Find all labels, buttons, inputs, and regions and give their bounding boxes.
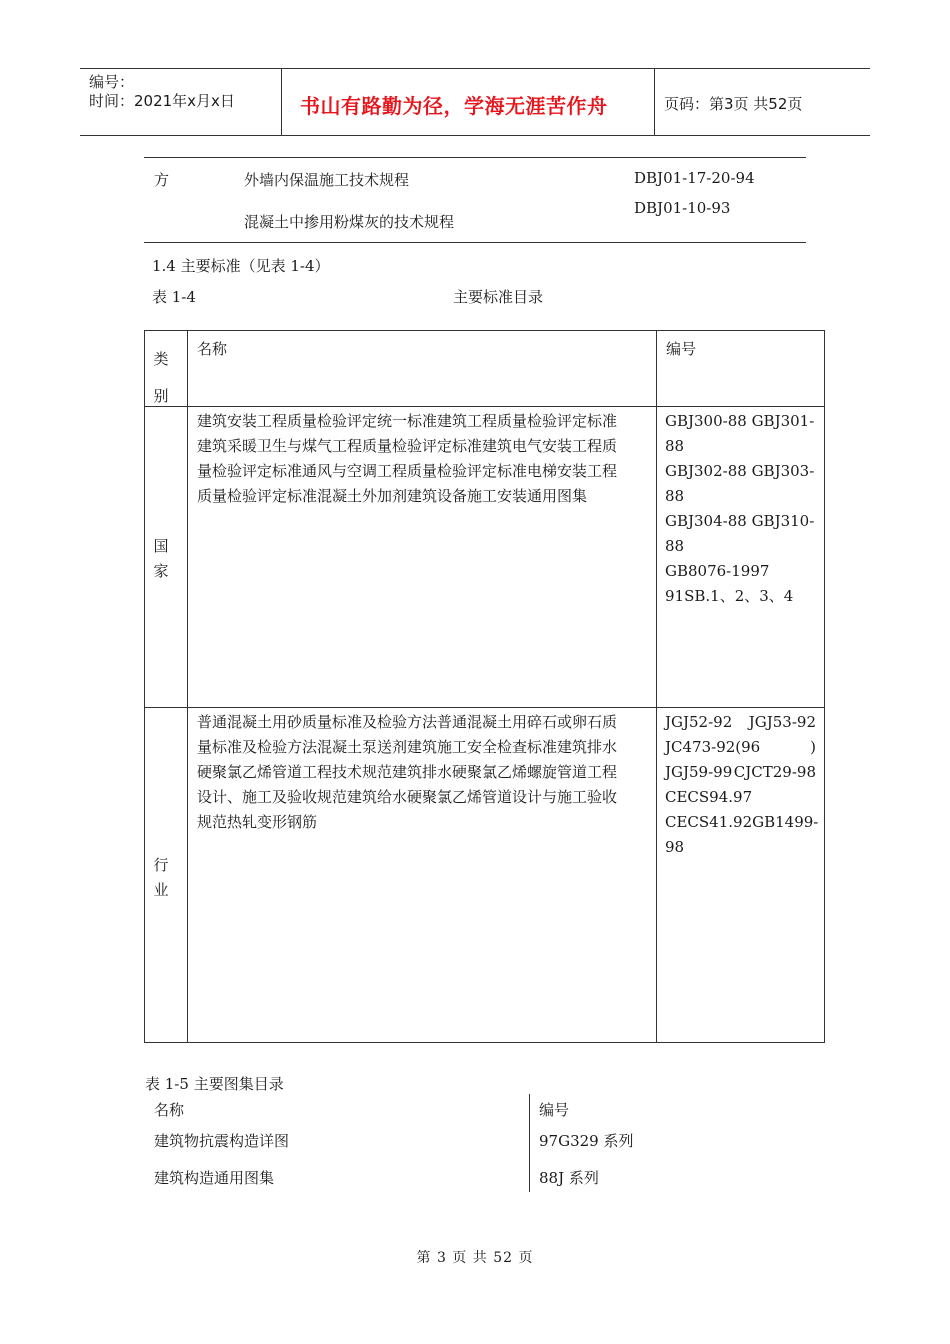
table15-header-name: 名称 [154,1101,185,1119]
continuation-row-code: DBJ01-10-93 [634,199,731,217]
header-divider [654,68,655,136]
header-divider [281,68,282,136]
header-number-label: 编号： [89,73,135,91]
table-row-code: JGJ52-92 JGJ53-92 JC473-92(96 ) JGJ59-99 CJCT29-98 CECS94.97 CECS41.92 GB1499- 98 [665,713,819,856]
table-row-name: 建筑安装工程质量检验评定统一标准建筑工程质量检验评定标准 建筑采暖卫生与煤气工程质量检验评定标准建筑电气安装工程质 量检验评定标准通风与空调工程质量检验评定标准电梯安装工程 质量检验评定标准混凝土外加剂建筑设备施工安装通用图集 [197,412,618,505]
table15-label: 表 1-5 主要图集目录 [145,1075,284,1093]
header-date-label: 时间：2021年x月x日 [89,92,235,110]
table15-row-code: 88J 系列 [539,1169,599,1187]
table14-title: 主要标准目录 [453,288,544,306]
table-header-category: 类 别 [153,350,169,405]
table-column-divider [187,331,188,1042]
continuation-bottom-rule [144,242,806,243]
section-heading: 1.4 主要标准（见表 1-4） [152,257,330,275]
header-page-label: 页码：第3页 共52页 [664,95,803,113]
header-top-rule [80,68,870,69]
table-row-category: 行 业 [153,856,169,899]
table-row-divider [145,707,824,708]
table-row-code: GBJ300-88 GBJ301-88 GBJ302-88 GBJ303-88 GBJ304-88 GBJ310-88 GB8076-1997 91SB.1、2、3、4 [665,412,815,605]
table15-column-divider [529,1094,530,1192]
page-footer: 第 3 页 共 52 页 [416,1250,534,1266]
header-bottom-rule [80,135,870,136]
table14-label: 表 1-4 [152,288,196,306]
table15-row-name: 建筑物抗震构造详图 [154,1132,290,1150]
table-row-category: 国 家 [153,537,169,580]
continuation-top-rule [144,157,806,158]
table-row-divider [145,406,824,407]
header-motto: 书山有路勤为径，学海无涯苦作舟 [300,94,608,118]
table15-row-code: 97G329 系列 [539,1132,634,1150]
continuation-row-name: 混凝土中掺用粉煤灰的技术规程 [244,213,455,231]
table-row-name: 普通混凝土用砂质量标准及检验方法普通混凝土用碎石或卵石质 量标准及检验方法混凝土泵送剂建筑施工安全检查标准建筑排水 硬聚氯乙烯管道工程技术规范建筑排水硬聚氯乙烯螺旋管道工程 设计、施工及验收规范建筑给水硬聚氯乙烯管道设计与施工验收 规范热轧变形钢筋 [197,713,618,831]
table-header-name: 名称 [197,340,228,358]
continuation-category: 方 [154,171,170,189]
table-column-divider [656,331,657,1042]
continuation-row-code: DBJ01-17-20-94 [634,169,755,187]
table-header-code: 编号 [666,340,697,358]
standards-table [144,330,825,1043]
table15-row-name: 建筑构造通用图集 [154,1169,275,1187]
continuation-row-name: 外墙内保温施工技术规程 [244,171,410,189]
table15-header-code: 编号 [539,1101,570,1119]
